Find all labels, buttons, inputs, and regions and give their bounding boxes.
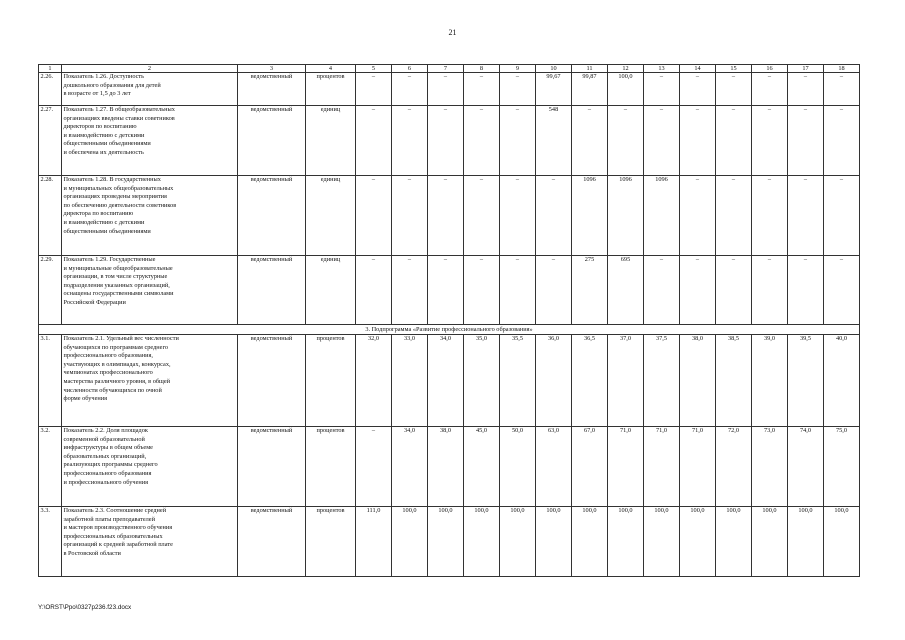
description-line: организациях проведены мероприятия [63, 193, 167, 201]
year-value: 71,0 [644, 427, 680, 507]
year-value: – [680, 106, 716, 176]
year-value: – [644, 106, 680, 176]
column-number: 7 [428, 65, 464, 73]
year-value: 100,0 [464, 507, 500, 577]
year-value: – [392, 73, 428, 106]
description-line: профессиональных образовательных [63, 532, 163, 540]
year-value: – [716, 256, 752, 325]
column-number: 3 [238, 65, 306, 73]
year-value: – [680, 73, 716, 106]
description-line: в Ростовской области [63, 549, 121, 557]
year-value: 73,0 [752, 427, 788, 507]
column-number: 9 [500, 65, 536, 73]
year-value: 99,67 [536, 73, 572, 106]
description-line: Показатель 1.26. Доступность [63, 73, 145, 80]
column-number: 2 [62, 65, 238, 73]
year-value: 100,0 [428, 507, 464, 577]
indicator-description [62, 256, 238, 325]
unit-of-measure: процентов [306, 73, 356, 106]
year-value: 99,87 [572, 73, 608, 106]
row-number: 2.29. [39, 256, 62, 325]
year-value: 75,0 [824, 427, 860, 507]
table-row [39, 73, 860, 106]
description-line: форме обучения [63, 395, 107, 403]
page-number: 21 [448, 28, 457, 37]
year-value: – [464, 256, 500, 325]
year-value: 1096 [572, 176, 608, 256]
year-value: 34,0 [428, 335, 464, 427]
column-number: 6 [392, 65, 428, 73]
column-number: 15 [716, 65, 752, 73]
year-value: 38,0 [680, 335, 716, 427]
year-value: 34,0 [392, 427, 428, 507]
description-line: общественными объединениями [63, 140, 151, 148]
year-value: 32,0 [356, 335, 392, 427]
column-number: 17 [788, 65, 824, 73]
column-number: 5 [356, 65, 392, 73]
table-row [39, 427, 860, 507]
unit-of-measure: единиц [306, 106, 356, 176]
table-row [39, 106, 860, 176]
description-line: чемпионатах профессионального [63, 369, 153, 377]
column-number: 8 [464, 65, 500, 73]
year-value: – [392, 106, 428, 176]
year-value: 38,5 [716, 335, 752, 427]
year-value: 39,0 [752, 335, 788, 427]
year-value: – [644, 256, 680, 325]
year-value: 36,0 [536, 335, 572, 427]
year-value: 37,5 [644, 335, 680, 427]
year-value: 71,0 [680, 427, 716, 507]
description-line: Показатель 1.29. Государственные [63, 256, 156, 263]
description-line: заработной платы преподавателей [63, 515, 155, 523]
description-line: и мастеров производственного обучения [63, 524, 173, 532]
column-number: 14 [680, 65, 716, 73]
column-number: 16 [752, 65, 788, 73]
description-line: и муниципальные общеобразовательные [63, 264, 173, 272]
year-value: – [824, 106, 860, 176]
year-value: – [788, 73, 824, 106]
indicator-description [62, 73, 238, 106]
unit-of-measure: единиц [306, 256, 356, 325]
description-line: численности обучающихся по очной [63, 386, 162, 394]
description-line: директора по воспитанию [63, 210, 134, 218]
file-path-footer: Y:\ORST\Ppo\0327p236.f23.docx [38, 604, 132, 611]
indicator-description [62, 335, 238, 427]
year-value: 100,0 [824, 507, 860, 577]
year-value: 45,0 [464, 427, 500, 507]
year-value: 50,0 [500, 427, 536, 507]
year-value: – [788, 256, 824, 325]
year-value: – [356, 73, 392, 106]
column-number: 13 [644, 65, 680, 73]
year-value: – [752, 176, 788, 256]
description-line: Показатель 2.3. Соотношение средней [63, 507, 167, 514]
description-line: в возрасте от 1,5 до 3 лет [63, 90, 131, 98]
section-title: 3. Подпрограмма «Развитие профессионального образования» [39, 325, 860, 335]
unit-of-measure: процентов [306, 507, 356, 577]
year-value: – [680, 256, 716, 325]
indicator-type: ведомственный [238, 427, 306, 507]
table-row [39, 176, 860, 256]
year-value: 72,0 [716, 427, 752, 507]
year-value: 695 [608, 256, 644, 325]
year-value: – [644, 73, 680, 106]
year-value: 38,0 [428, 427, 464, 507]
description-line: и профессионального обучения [63, 478, 149, 486]
description-line: обучающихся по программам среднего [63, 343, 169, 351]
row-number: 2.27. [39, 106, 62, 176]
description-line: оснащены государственными символами [63, 290, 174, 298]
year-value: 40,0 [824, 335, 860, 427]
year-value: 100,0 [608, 507, 644, 577]
description-line: дошкольного образования для детей [63, 81, 161, 89]
indicator-description [62, 507, 238, 577]
year-value: – [716, 73, 752, 106]
year-value: – [428, 256, 464, 325]
year-value: 1096 [644, 176, 680, 256]
description-line: подразделения указанных организаций, [63, 281, 170, 289]
table-row [39, 256, 860, 325]
indicator-type: ведомственный [238, 176, 306, 256]
description-line: организации, в том числе структурные [63, 273, 168, 281]
year-value: – [500, 73, 536, 106]
unit-of-measure: процентов [306, 427, 356, 507]
indicator-type: ведомственный [238, 73, 306, 106]
year-value: – [428, 73, 464, 106]
table-row [39, 507, 860, 577]
year-value: 100,0 [680, 507, 716, 577]
description-line: Показатель 1.28. В государственных [63, 176, 161, 183]
table-row [39, 335, 860, 427]
indicator-type: ведомственный [238, 335, 306, 427]
column-number-row [39, 65, 860, 73]
year-value: 71,0 [608, 427, 644, 507]
description-line: профессионального образования [63, 469, 152, 477]
unit-of-measure: процентов [306, 335, 356, 427]
description-line: современной образовательной [63, 435, 145, 443]
row-number: 3.2. [39, 427, 62, 507]
year-value: – [536, 176, 572, 256]
year-value: – [464, 106, 500, 176]
year-value: – [752, 73, 788, 106]
description-line: образовательных организаций, [63, 452, 147, 460]
year-value: 39,5 [788, 335, 824, 427]
row-number: 3.1. [39, 335, 62, 427]
description-line: общественными объединениями [63, 227, 151, 235]
year-value: – [572, 106, 608, 176]
year-value: – [824, 256, 860, 325]
description-line: организациях введены ставки советников [63, 114, 175, 122]
description-line: и взаимодействию с детскими [63, 131, 145, 139]
year-value: – [356, 106, 392, 176]
description-line: участвующих в олимпиадах, конкурсах, [63, 360, 171, 368]
indicator-type: ведомственный [238, 507, 306, 577]
year-value: 1096 [608, 176, 644, 256]
year-value: – [536, 256, 572, 325]
column-number: 12 [608, 65, 644, 73]
year-value: 67,0 [572, 427, 608, 507]
description-line: и муниципальных общеобразовательных [63, 184, 174, 192]
year-value: 275 [572, 256, 608, 325]
year-value: 100,0 [716, 507, 752, 577]
year-value: – [788, 176, 824, 256]
description-line: реализующих программы среднего [63, 461, 158, 469]
year-value: 100,0 [644, 507, 680, 577]
unit-of-measure: единиц [306, 176, 356, 256]
description-line: и взаимодействию с детскими [63, 218, 145, 226]
year-value: 100,0 [500, 507, 536, 577]
year-value: – [608, 106, 644, 176]
description-line: инфраструктуры в общем объеме [63, 444, 153, 452]
year-value: – [464, 73, 500, 106]
year-value: – [500, 256, 536, 325]
year-value: 111,0 [356, 507, 392, 577]
year-value: – [356, 256, 392, 325]
year-value: – [824, 176, 860, 256]
year-value: – [428, 106, 464, 176]
year-value: – [392, 256, 428, 325]
year-value: – [464, 176, 500, 256]
indicator-description [62, 106, 238, 176]
indicator-description [62, 427, 238, 507]
column-number: 4 [306, 65, 356, 73]
year-value: 74,0 [788, 427, 824, 507]
year-value: – [356, 176, 392, 256]
row-number: 2.26. [39, 73, 62, 106]
year-value: 100,0 [536, 507, 572, 577]
year-value: – [716, 106, 752, 176]
year-value: 100,0 [392, 507, 428, 577]
year-value: – [752, 106, 788, 176]
subprogram-section-row [39, 325, 860, 335]
year-value: 33,0 [392, 335, 428, 427]
description-line: директоров по воспитанию [63, 123, 137, 131]
indicator-type: ведомственный [238, 256, 306, 325]
column-number: 1 [39, 65, 62, 73]
year-value: – [500, 176, 536, 256]
description-line: по обеспечению деятельности советников [63, 201, 177, 209]
year-value: 548 [536, 106, 572, 176]
year-value: – [716, 176, 752, 256]
year-value: 100,0 [608, 73, 644, 106]
year-value: – [356, 427, 392, 507]
row-number: 3.3. [39, 507, 62, 577]
description-line: Показатель 1.27. В общеобразовательных [63, 106, 175, 113]
indicator-description [62, 176, 238, 256]
description-line: Показатель 2.1. Удельный вес численности [63, 335, 179, 342]
year-value: 35,5 [500, 335, 536, 427]
year-value: 37,0 [608, 335, 644, 427]
year-value: – [428, 176, 464, 256]
year-value: – [752, 256, 788, 325]
description-line: Показатель 2.2. Доля площадок [63, 427, 148, 434]
description-line: организаций к средней заработной плате [63, 541, 173, 549]
description-line: Российской Федерации [63, 298, 126, 306]
column-number: 11 [572, 65, 608, 73]
year-value: 100,0 [572, 507, 608, 577]
description-line: мастерства различного уровня, в общей [63, 377, 171, 385]
year-value: – [392, 176, 428, 256]
year-value: – [824, 73, 860, 106]
indicators-table [38, 64, 860, 577]
description-line: профессионального образования, [63, 352, 153, 360]
indicator-type: ведомственный [238, 106, 306, 176]
description-line: и обеспечена их деятельность [63, 148, 144, 156]
year-value: 63,0 [536, 427, 572, 507]
year-value: – [788, 106, 824, 176]
year-value: 100,0 [752, 507, 788, 577]
year-value: – [680, 176, 716, 256]
year-value: 100,0 [788, 507, 824, 577]
year-value: 35,0 [464, 335, 500, 427]
row-number: 2.28. [39, 176, 62, 256]
column-number: 10 [536, 65, 572, 73]
year-value: – [500, 106, 536, 176]
column-number: 18 [824, 65, 860, 73]
year-value: 36,5 [572, 335, 608, 427]
